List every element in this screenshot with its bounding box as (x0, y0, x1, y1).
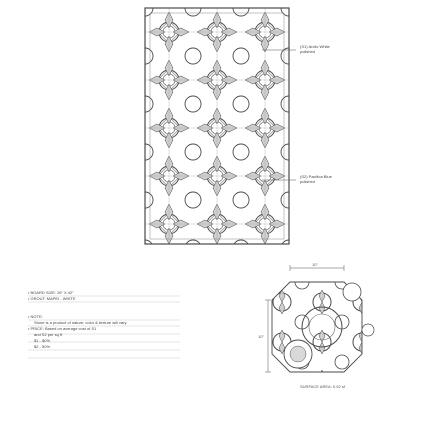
board-size-text: BOARD SIZE: 26" X 42" (30, 290, 74, 295)
callout-s1 (300, 44, 330, 54)
detail-tile (265, 265, 374, 372)
detail-side-dimension: 10" (258, 334, 264, 339)
price-range-2: $2 - 50% (34, 344, 51, 349)
spec-notes (28, 290, 178, 350)
callout-s2 (300, 174, 332, 184)
price-range-1: $1 - $0% (34, 338, 51, 343)
surface-area-label: SURFACE AREA: 0.92 sf (300, 384, 345, 389)
detail-top-dimension: 10" (312, 262, 318, 267)
board-size-note: • BOARD SIZE: 26" X 42" (28, 290, 74, 295)
price-note: • PRICE: Based on average cost of S1 (28, 326, 97, 331)
callout-s1-finish: polished (300, 49, 315, 54)
grout-note: • GROUT: MAPEI - WHITE (28, 296, 76, 301)
callout-s2-finish: polished (300, 179, 315, 184)
note-label: NOTE: (30, 314, 43, 319)
mosaic-board (145, 8, 289, 244)
note-body: Stone is a product of nature; color & texture will vary. (34, 320, 128, 325)
callout-s2-name: (S2) Pacifica Blue (300, 174, 332, 179)
price-label: PRICE: Based on average cost of S1 (30, 326, 97, 331)
note-heading: • NOTE: (28, 314, 43, 319)
grout-text: GROUT: MAPEI - WHITE (30, 296, 76, 301)
callout-s1-name: (S1) Arctic White (300, 44, 330, 49)
price-body: and S2 per sq ft (34, 332, 63, 337)
